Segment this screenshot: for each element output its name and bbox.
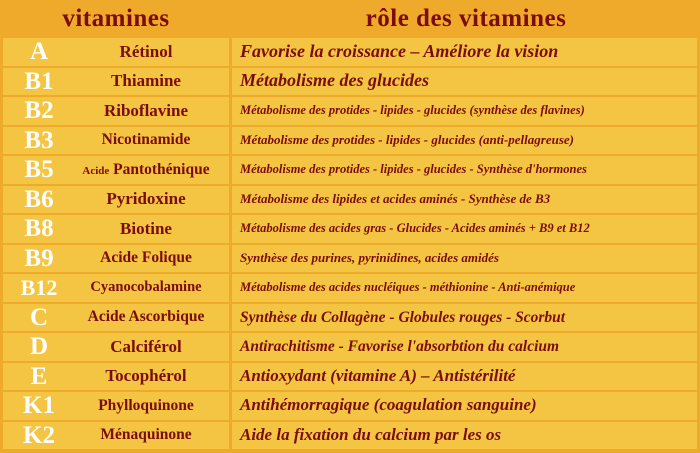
table-body [0,38,700,453]
vitamin-name [69,162,223,178]
vitamin-code: A [29,38,49,66]
role-cell [232,274,697,302]
role-text: Métabolisme des acides nucléiques - méthionine - Anti-anémique [240,279,576,294]
vitamin-name: Cyanocobalamine [90,279,202,296]
table-row [3,245,697,275]
vitamin-code: B5 [24,156,54,184]
table-row [3,186,697,216]
vitamin-cell [3,333,229,361]
table-row [3,422,697,450]
role-text: Métabolisme des acides gras - Glucides - Acides aminés + B9 et B12 [240,220,590,235]
role-cell [232,127,697,155]
table-row [3,127,697,157]
vitamin-cell [3,245,229,273]
role-text: Antihémorragique (coagulation sanguine) [240,395,537,415]
table-header-row [0,0,700,38]
vitamin-code: B12 [20,274,58,300]
vitamin-name: Ménaquinone [100,426,192,444]
role-text: Synthèse du Collagène - Globules rouges - Scorbut [240,308,566,326]
vitamin-cell [3,392,229,420]
role-text: Métabolisme des protides - lipides - glucides (synthèse des flavines) [240,102,585,117]
vitamin-cell [3,68,229,96]
role-cell [232,422,697,450]
vitamin-name: Riboflavine [103,100,189,120]
role-cell [232,363,697,391]
role-cell [232,304,697,332]
vitamin-cell [3,38,229,66]
role-cell [232,186,697,214]
role-cell [232,68,697,96]
vitamin-code: K1 [23,392,55,420]
role-text: Métabolisme des protides - lipides - glucides - Synthèse d'hormones [240,161,587,176]
table-row [3,392,697,422]
vitamin-code: B6 [24,185,54,213]
role-cell [232,245,697,273]
table-row [3,304,697,334]
vitamin-name: Rétinol [119,41,173,61]
vitamin-code: K2 [23,421,55,449]
role-text: Métabolisme des glucides [240,70,429,91]
role-text: Favorise la croissance – Améliore la vision [240,40,559,61]
vitamin-name-main: Pantothénique [113,160,210,178]
role-text: Antioxydant (vitamine A) – Antistérilité [240,365,516,385]
role-cell [232,333,697,361]
vitamin-code: B1 [24,67,54,95]
vitamin-code: C [29,303,49,331]
role-text: Aide la fixation du calcium par les os [240,424,502,444]
role-cell [232,392,697,420]
vitamin-cell [3,97,229,125]
vitamin-code: B9 [24,244,54,272]
vitamin-code: D [29,333,49,361]
vitamin-code: B3 [24,126,54,154]
role-cell [232,156,697,184]
vitamin-cell [3,304,229,332]
role-cell [232,97,697,125]
role-text: Synthèse des purines, pyrinidines, acides amidés [240,250,499,266]
table-row [3,333,697,363]
role-text: Métabolisme des protides - lipides - glucides (anti-pellagreuse) [240,132,574,148]
role-cell [232,215,697,243]
table-row [3,363,697,393]
table-row [3,97,697,127]
vitamin-name: Phylloquinone [98,396,194,414]
vitamin-cell [3,186,229,214]
header-vitamines: vitamines [62,5,170,32]
header-role-des-vitamines: rôle des vitamines [365,5,567,32]
table-row [3,68,697,98]
role-cell [232,38,697,66]
role-text: Antirachitisme - Favorise l'absorbtion du calcium [240,338,560,356]
vitamin-name: Acide Ascorbique [87,308,205,326]
vitamin-name-prefix: Acide [82,164,110,177]
table-row [3,215,697,245]
vitamin-name: Biotine [120,218,172,238]
vitamin-cell [3,422,229,450]
vitamin-name: Calciférol [110,336,182,356]
table-row [3,274,697,304]
vitamin-code: B8 [24,215,54,243]
vitamin-cell [3,215,229,243]
vitamin-cell [3,274,229,302]
vitamin-cell [3,156,229,184]
vitamin-name: Acide Folique [100,249,192,267]
vitamin-code: E [30,362,48,390]
vitamin-name: Pyridoxine [106,189,186,209]
vitamin-cell [3,363,229,391]
vitamin-name: Tocophérol [105,366,187,386]
vitamin-code: B2 [24,97,54,125]
vitamin-cell [3,127,229,155]
vitamin-name: Nicotinamide [101,131,191,149]
table-row [3,38,697,68]
role-text: Métabolisme des lipides et acides aminés - Synthèse de B3 [240,191,551,207]
table-row [3,156,697,186]
vitamin-name: Thiamine [111,71,181,91]
